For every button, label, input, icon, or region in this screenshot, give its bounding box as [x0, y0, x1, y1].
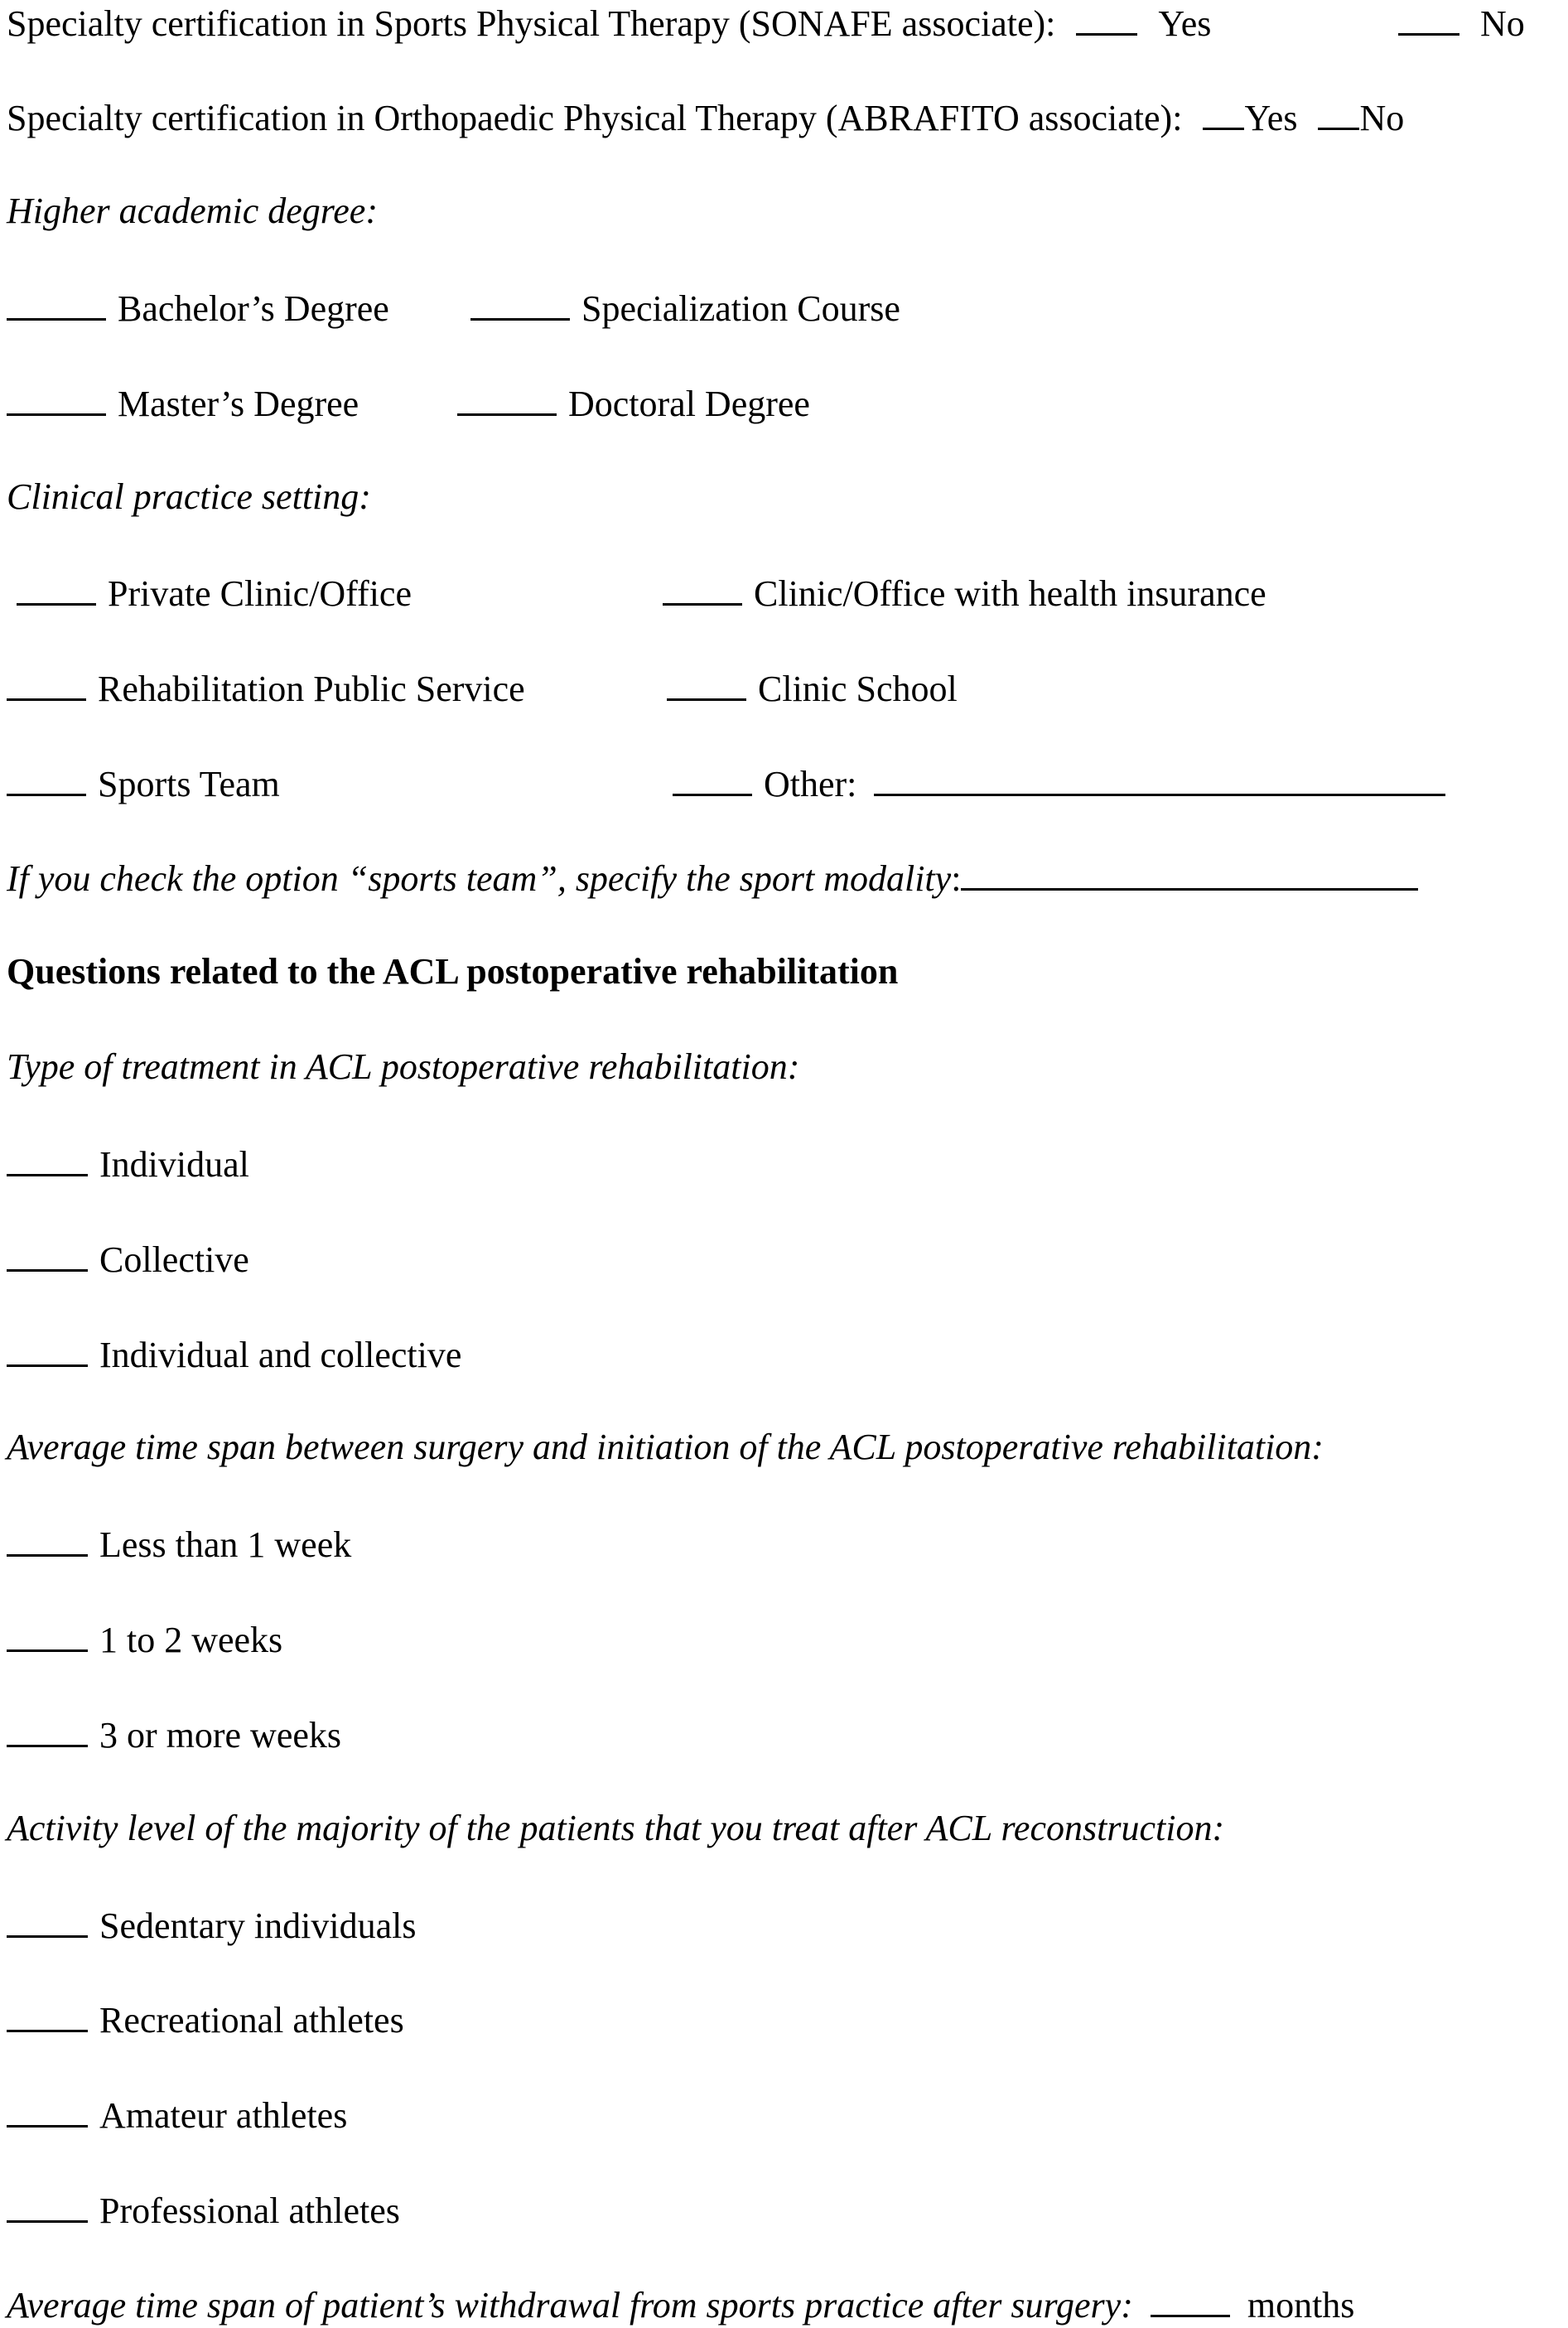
- degree-bachelor-label: Bachelor’s Degree: [118, 288, 389, 329]
- activity-amateur-blank[interactable]: [7, 2095, 88, 2128]
- treatment-collective-label: Collective: [99, 1239, 249, 1280]
- treatment-question: Type of treatment in ACL postoperative rehabilitation:: [7, 1046, 800, 1087]
- sport-modality-field[interactable]: [961, 858, 1418, 891]
- sports-yes-label: Yes: [1158, 3, 1212, 44]
- setting-private-label: Private Clinic/Office: [108, 573, 412, 614]
- degree-bachelor-blank[interactable]: [7, 288, 106, 321]
- activity-professional-blank[interactable]: [7, 2190, 88, 2223]
- setting-option-clinic-school: [667, 669, 958, 708]
- sports-yes-blank[interactable]: [1076, 3, 1137, 36]
- sports-no-label: No: [1480, 3, 1525, 44]
- degree-master-label: Master’s Degree: [118, 384, 359, 424]
- timespan-option-3-plus-weeks: [7, 1715, 341, 1754]
- setting-insurance-label: Clinic/Office with health insurance: [754, 573, 1266, 614]
- degree-specialization-blank[interactable]: [470, 288, 570, 321]
- setting-option-other: [673, 764, 1445, 803]
- setting-other-blank[interactable]: [673, 764, 752, 796]
- activity-option-amateur: [7, 2095, 347, 2134]
- ortho-no-label: No: [1359, 98, 1405, 138]
- ortho-yes-label: Yes: [1244, 98, 1298, 138]
- activity-amateur-label: Amateur athletes: [99, 2095, 348, 2136]
- sport-modality-prefix: If you check the option: [7, 858, 348, 899]
- ortho-no-blank[interactable]: [1318, 98, 1359, 130]
- treatment-individual-blank[interactable]: [7, 1144, 88, 1176]
- treatment-option-individual: [7, 1144, 249, 1183]
- timespan-option-less-1-week: [7, 1524, 351, 1563]
- setting-sports-team-label: Sports Team: [98, 764, 280, 804]
- treatment-individual-label: Individual: [99, 1144, 249, 1185]
- degree-doctoral-label: Doctoral Degree: [568, 384, 810, 424]
- sports-no-option: [1398, 3, 1525, 42]
- sport-modality-quoted: “sports team”: [347, 858, 557, 899]
- setting-question: Clinical practice setting:: [7, 476, 371, 517]
- timespan-1-2-weeks-blank[interactable]: [7, 1620, 88, 1652]
- degree-doctoral-blank[interactable]: [457, 384, 557, 416]
- treatment-option-collective: [7, 1239, 249, 1278]
- timespan-option-1-2-weeks: [7, 1620, 282, 1659]
- sports-certification-label: Specialty certification in Sports Physical Therapy (SONAFE associate):: [7, 3, 1056, 44]
- activity-professional-label: Professional athletes: [99, 2190, 400, 2231]
- setting-option-private: [17, 573, 412, 612]
- sports-no-blank[interactable]: [1398, 3, 1459, 36]
- treatment-collective-blank[interactable]: [7, 1239, 88, 1272]
- timespan-less-1-week-label: Less than 1 week: [99, 1524, 352, 1565]
- setting-sports-team-blank[interactable]: [7, 764, 86, 796]
- setting-public-blank[interactable]: [7, 669, 86, 701]
- setting-other-label: Other:: [764, 764, 857, 804]
- timespan-3-plus-weeks-label: 3 or more weeks: [99, 1715, 342, 1756]
- timespan-1-2-weeks-label: 1 to 2 weeks: [99, 1620, 283, 1660]
- degree-question: Higher academic degree:: [7, 191, 378, 231]
- degree-option-bachelor: [7, 288, 389, 327]
- timespan-question: Average time span between surgery and initiation of the ACL postoperative rehabilitation:: [7, 1427, 1324, 1467]
- activity-option-professional: [7, 2190, 400, 2229]
- setting-public-label: Rehabilitation Public Service: [98, 669, 525, 709]
- withdrawal-months-field[interactable]: [1151, 2285, 1230, 2317]
- ortho-yes-blank[interactable]: [1203, 98, 1244, 130]
- setting-option-public: [7, 669, 525, 708]
- withdrawal-unit: months: [1247, 2285, 1355, 2326]
- setting-clinic-school-blank[interactable]: [667, 669, 746, 701]
- degree-option-master: [7, 384, 359, 423]
- activity-sedentary-label: Sedentary individuals: [99, 1905, 417, 1946]
- withdrawal-row: [7, 2285, 1354, 2324]
- activity-sedentary-blank[interactable]: [7, 1905, 88, 1938]
- timespan-less-1-week-blank[interactable]: [7, 1524, 88, 1557]
- degree-specialization-label: Specialization Course: [581, 288, 900, 329]
- treatment-option-both: [7, 1335, 461, 1374]
- setting-option-insurance: [663, 573, 1266, 612]
- ortho-certification-label: Specialty certification in Orthopaedic Physical Therapy (ABRAFITO associate):: [7, 98, 1183, 138]
- degree-master-blank[interactable]: [7, 384, 106, 416]
- ortho-certification-row: [7, 98, 1404, 137]
- timespan-3-plus-weeks-blank[interactable]: [7, 1715, 88, 1747]
- setting-other-specify-field[interactable]: [874, 764, 1445, 796]
- sport-modality-colon: :: [951, 858, 962, 899]
- treatment-both-blank[interactable]: [7, 1335, 88, 1367]
- setting-insurance-blank[interactable]: [663, 573, 742, 606]
- activity-question: Activity level of the majority of the patients that you treat after ACL reconstruction:: [7, 1808, 1225, 1848]
- sport-modality-suffix: , specify the sport modality: [557, 858, 952, 899]
- sport-modality-row: [7, 858, 1418, 897]
- setting-clinic-school-label: Clinic School: [758, 669, 958, 709]
- activity-option-sedentary: [7, 1905, 417, 1944]
- sports-certification-row: [7, 3, 1211, 42]
- setting-private-blank[interactable]: [17, 573, 96, 606]
- activity-option-recreational: [7, 2000, 404, 2039]
- activity-recreational-label: Recreational athletes: [99, 2000, 404, 2041]
- activity-recreational-blank[interactable]: [7, 2000, 88, 2032]
- setting-option-sports-team: [7, 764, 280, 803]
- degree-option-doctoral: [457, 384, 810, 423]
- withdrawal-question: Average time span of patient’s withdrawal from sports practice after surgery:: [7, 2285, 1133, 2326]
- section-title: Questions related to the ACL postoperative rehabilitation: [7, 951, 899, 992]
- treatment-both-label: Individual and collective: [99, 1335, 462, 1375]
- degree-option-specialization: [470, 288, 900, 327]
